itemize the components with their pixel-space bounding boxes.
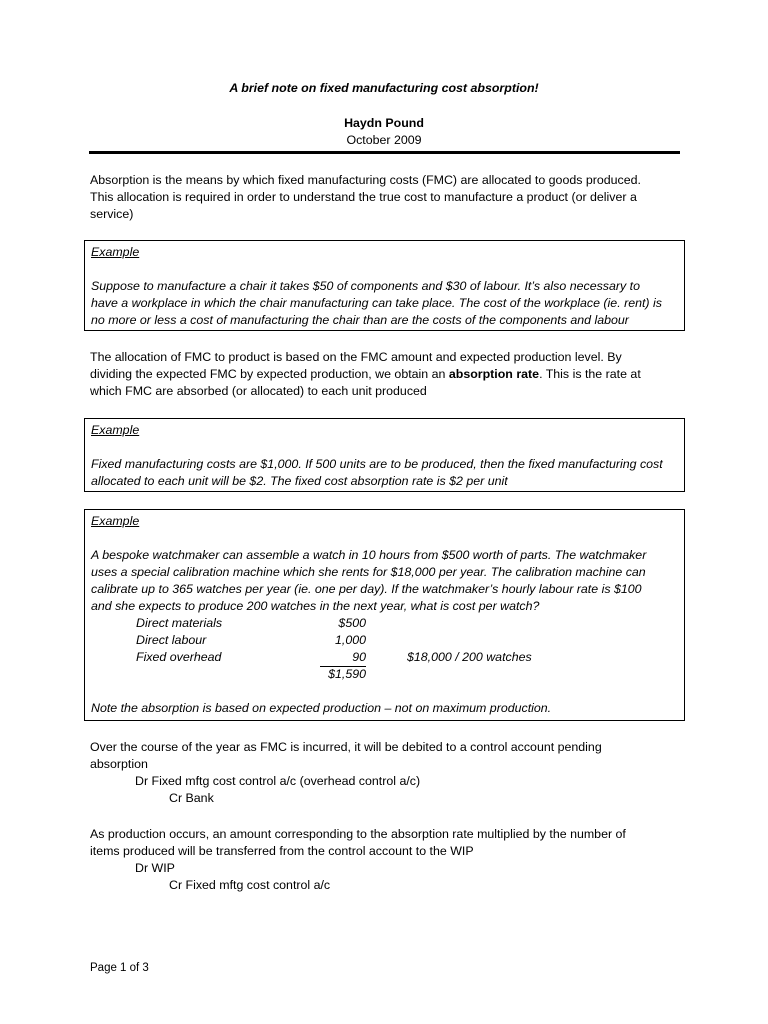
example-box-units — [84, 418, 685, 492]
document-title: A brief note on fixed manufacturing cost absorption! — [229, 81, 539, 95]
intro-line: service) — [90, 207, 134, 221]
cost-total-row — [91, 666, 678, 683]
example-line: have a workplace in which the chair manufacturing can take place. The cost of the workplace (ie. rent) is — [91, 296, 662, 310]
example-line: no more or less a cost of manufacturing the chair than are the costs of the components and labour — [91, 313, 629, 327]
control-line: Over the course of the year as FMC is incurred, it will be debited to a control account pending — [90, 740, 602, 754]
allocation-line: The allocation of FMC to product is based on the FMC amount and expected production level. By — [90, 350, 622, 364]
journal-credit: Cr Fixed mftg cost control a/c — [169, 878, 331, 892]
control-paragraph — [90, 739, 680, 807]
control-line: absorption — [90, 757, 148, 771]
example-box-chair — [84, 240, 685, 331]
example-line: Fixed manufacturing costs are $1,000. If 500 units are to be produced, then the fixed manufacturing cost — [91, 457, 663, 471]
example-line: uses a special calibration machine which she rents for $18,000 per year. The calibration machine can — [91, 565, 646, 579]
example-line: Suppose to manufacture a chair it takes $50 of components and $30 of labour. It’s also necessary to — [91, 279, 640, 293]
example-heading: Example — [91, 245, 140, 259]
cost-note: $18,000 / 200 watches — [407, 650, 532, 664]
example-heading: Example — [91, 423, 140, 437]
page-number: Page 1 of 3 — [90, 962, 149, 974]
absorption-rate-term: absorption rate — [448, 367, 540, 381]
production-paragraph — [90, 826, 680, 894]
cost-row — [91, 615, 678, 632]
example-line: allocated to each unit will be $2. The fixed cost absorption rate is $2 per unit — [91, 474, 508, 488]
document-date: October 2009 — [346, 133, 422, 147]
example-note: Note the absorption is based on expected production – not on maximum production. — [91, 701, 552, 715]
example-line: and she expects to produce 200 watches in the next year, what is cost per watch? — [91, 599, 540, 613]
cost-total: $1,590 — [328, 667, 366, 681]
cost-value: $500 — [338, 616, 366, 630]
cost-value: 90 — [320, 649, 366, 667]
production-line: items produced will be transferred from the control account to the WIP — [90, 844, 474, 858]
example-heading: Example — [91, 514, 140, 528]
cost-label: Direct labour — [136, 633, 207, 647]
allocation-paragraph — [90, 349, 680, 400]
cost-label: Fixed overhead — [136, 650, 222, 664]
journal-debit: Dr WIP — [135, 861, 175, 875]
intro-line: This allocation is required in order to understand the true cost to manufacture a product (or deliver a — [90, 190, 637, 204]
header-divider — [89, 151, 680, 154]
journal-credit: Cr Bank — [169, 791, 214, 805]
allocation-line: which FMC are absorbed (or allocated) to each unit produced — [90, 384, 427, 398]
journal-debit: Dr Fixed mftg cost control a/c (overhead control a/c) — [135, 774, 421, 788]
example-line: calibrate up to 365 watches per year (ie. one per day). If the watchmaker’s hourly labour rate is $100 — [91, 582, 642, 596]
example-box-watchmaker — [84, 509, 685, 721]
cost-row — [91, 649, 678, 666]
example-line: A bespoke watchmaker can assemble a watch in 10 hours from $500 worth of parts. The watchmaker — [91, 548, 647, 562]
intro-paragraph — [90, 172, 680, 223]
intro-line: Absorption is the means by which fixed manufacturing costs (FMC) are allocated to goods produced. — [90, 173, 641, 187]
production-line: As production occurs, an amount corresponding to the absorption rate multiplied by the number of — [90, 827, 626, 841]
author-name: Haydn Pound — [344, 116, 424, 130]
cost-value: 1,000 — [334, 633, 366, 647]
cost-row — [91, 632, 678, 649]
allocation-line: dividing the expected FMC by expected production, we obtain an absorption rate. This is the rate at — [90, 367, 641, 381]
cost-label: Direct materials — [136, 616, 223, 630]
